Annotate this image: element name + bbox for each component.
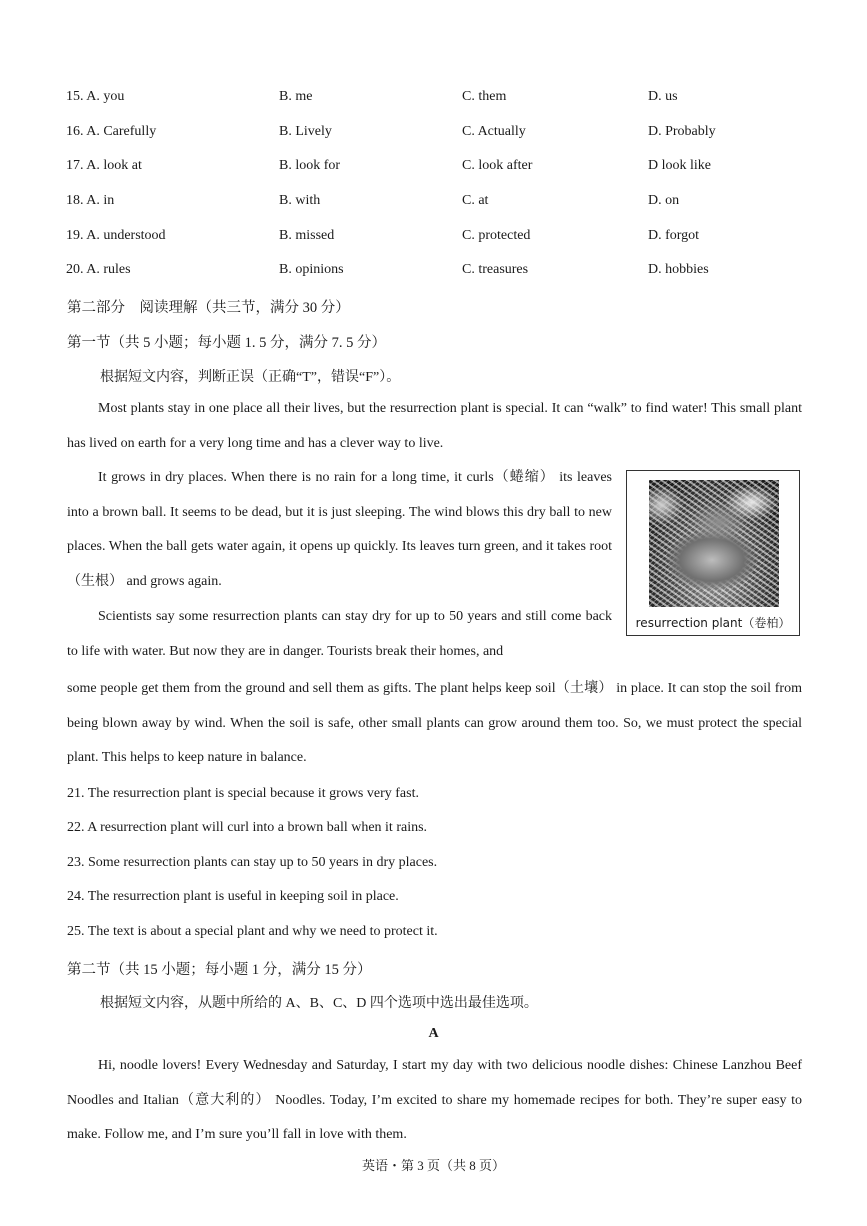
option-row-18 (0, 193, 867, 213)
passage-paragraph-2 (67, 461, 612, 599)
option-a: 18. A. in (66, 193, 115, 208)
option-d: D look like (648, 158, 711, 173)
option-a: 17. A. look at (66, 158, 142, 173)
option-b: B. opinions (279, 262, 344, 277)
option-c: C. look after (462, 158, 533, 173)
option-d: D. Probably (648, 124, 716, 139)
option-c: C. treasures (462, 262, 529, 277)
figure-caption: resurrection plant（卷柏） (635, 616, 791, 630)
section-1-title: 第一节（共 5 小题；每小题 1. 5 分，满分 7. 5 分） (67, 335, 386, 351)
part-title: 第二部分 阅读理解（共三节，满分 30 分） (67, 300, 350, 316)
passage-paragraph-3-continued (67, 672, 802, 776)
option-d: D. on (648, 193, 680, 208)
option-row-16 (0, 124, 867, 144)
option-d: D. us (648, 89, 678, 104)
passage-a-paragraph (67, 1049, 802, 1153)
option-c: C. at (462, 193, 489, 208)
option-c: C. protected (462, 228, 531, 243)
passage-paragraph-1 (67, 392, 802, 461)
section-2-instruction: 根据短文内容，从题中所给的 A、B、C、D 四个选项中选出最佳选项。 (100, 996, 538, 1011)
option-b: B. me (279, 89, 313, 104)
option-b: B. Lively (279, 124, 332, 139)
option-b: B. look for (279, 158, 341, 173)
option-d: D. forgot (648, 228, 700, 243)
option-d: D. hobbies (648, 262, 709, 277)
question-23: 23. Some resurrection plants can stay up to 50 years in dry places. (67, 855, 438, 870)
option-row-17 (0, 158, 867, 178)
paragraph-text: Scientists say some resurrection plants can stay dry for up to 50 years and still come back to life with water. But now they are in danger. Tourists break their homes, and (67, 609, 612, 659)
section-2-title: 第二节（共 15 小题；每小题 1 分，满分 15 分） (67, 962, 372, 978)
option-b: B. with (279, 193, 321, 208)
option-row-20 (0, 262, 867, 282)
question-22: 22. A resurrection plant will curl into a brown ball when it rains. (67, 820, 428, 835)
plant-figure (626, 470, 800, 636)
option-row-15 (0, 89, 867, 109)
question-24: 24. The resurrection plant is useful in keeping soil in place. (67, 889, 399, 904)
paragraph-text: some people get them from the ground and sell them as gifts. The plant helps keep soil（土壤） in place. It can stop the soil from being blown away by wind. When the soil is safe, other small plants can grow around them too. So, we must protect the special plant. This helps to keep nature in balance. (67, 681, 802, 766)
paragraph-text: Hi, noodle lovers! Every Wednesday and Saturday, I start my day with two delicious noodle dishes: Chinese Lanzhou Beef Noodles and Italian（意大利的） Noodles. Today, I’m excited to share my homemade recipes for both. They’re super easy to make. Follow me, and I’m sure you’ll fall in love with them. (67, 1058, 802, 1143)
option-a: 15. A. you (66, 89, 125, 104)
paragraph-text: Most plants stay in one place all their lives, but the resurrection plant is special. It can “walk” to find water! This small plant has lived on earth for a very long time and has a clever way to live. (67, 401, 802, 451)
question-21: 21. The resurrection plant is special because it grows very fast. (67, 786, 419, 801)
option-a: 16. A. Carefully (66, 124, 157, 139)
passage-a-label: A (428, 1026, 439, 1041)
question-25: 25. The text is about a special plant and why we need to protect it. (67, 924, 438, 939)
option-a: 20. A. rules (66, 262, 131, 277)
paragraph-text: It grows in dry places. When there is no rain for a long time, it curls（蜷缩） its leaves into a brown ball. It seems to be dead, but it is just sleeping. The wind blows this dry ball to new places. When the ball gets water again, it opens up quickly. Its leaves turn green, and it takes root（生根） and grows again. (67, 470, 612, 589)
section-1-instruction: 根据短文内容，判断正误（正确“T”，错误“F”）。 (100, 370, 401, 385)
page-footer: 英语・第 3 页（共 8 页） (361, 1158, 505, 1173)
option-b: B. missed (279, 228, 335, 243)
option-c: C. them (462, 89, 507, 104)
option-a: 19. A. understood (66, 228, 166, 243)
passage-paragraph-3 (67, 600, 612, 669)
resurrection-plant-photo (649, 480, 779, 607)
option-c: C. Actually (462, 124, 526, 139)
option-row-19 (0, 228, 867, 248)
